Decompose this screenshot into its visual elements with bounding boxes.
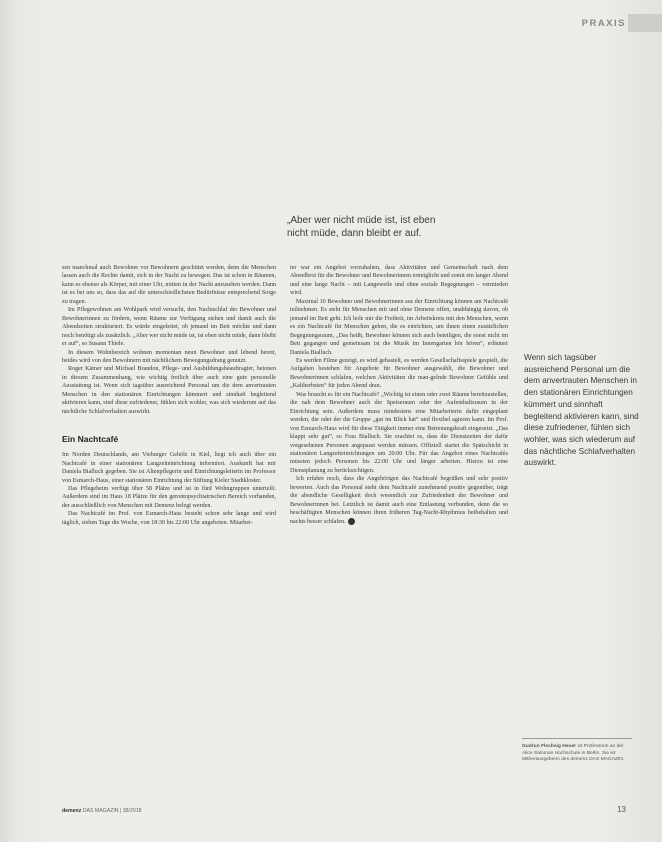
article-quote [287,214,487,240]
paragraph: Das Nachtcafé im Prof. von Esmarch-Haus besteht schon sehr lange und wird täglich, sieben Tage die Woche, von 18:30 bis 22:00 Uhr angeboten. Mitarbei- [62,511,276,526]
text-column-right [290,264,508,526]
text-column-left [62,264,276,527]
paragraph: ter war ein Angebot vorzuhalten, dass Aktivitäten und Gemeinschaft nach dem Abendbrot für die Bewohner und Bewohnerinnen ermöglicht und somit ein langer Abend und eine lange Nacht – mit Langeweile und ohne soziale Begegnungen – vermieden wird. [290,265,508,297]
quote-line-2: nicht müde, dann bleibt er auf. [287,228,422,239]
paragraph: Es werden Filme gezeigt, es wird gebastelt, es werden Gesellschaftsspiele gespielt, die Aufgaben bestehen für Angebote für Bewohner ausgewählt, die Bewohner und Bewohnerinnen schlafen, welchen Aktivitäten die man-gelnde Bewohner Gefühle und „Kaltherbsten“ für jeden Abend dran. [290,357,508,390]
issue-info: DAS MAGAZIN | 38/2018 [82,808,142,814]
caption-divider [522,738,632,739]
author-name: Gudrun Flechsig Heuer [522,744,577,749]
pull-quote: Wenn sich tagsüber ausreichend Personal um die dem anvertrauten Menschen in den stationären Einrichtungen kümmert und sinnhaft begleitend aktivieren kann, sind diese zufriedener, fühlen sich wohler, was sich wiederum auf das nächtliche Schlafverhalten auswirkt. [524,353,639,468]
end-of-article-icon [348,518,355,525]
quote-line-1: „Aber wer nicht müde ist, ist eben [287,215,436,226]
paragraph: Im Pflegewohnen am Wohlpark wird versucht, den Nachtschlaf der Bewohner und Bewohnerinnen zu fördern, wenn Räume zur Verfügung stehen und damit auch die Abendzeiten strukturiert. Es würde eingeleitet, ob jemand im Bett möchte und dann noch benötigt als zusätzlich. „Aber wer nicht müde ist, ist eben nicht müde, dann bleibt er auf“, so Susann Thiele. [62,307,276,348]
paragraph: Das Pflegeheim verfügt über 58 Plätze und ist in fünf Wohngruppen unterteilt. Außerdem sind im Haus 18 Plätze für den gerontopsychiatrischen Bereich vorhanden, der ausschließlich von Menschen mit Demenz belegt werden. [62,485,276,509]
paragraph: Was braucht es für ein Nachtcafé? „Wichtig ist einen oder zwei Räume bereitzustellen, die nah dem Bewohner auch der Speiseraum oder der Aufenthaltsraum in der Einrichtung sein. Außerdem muss mindestens eine Mitarbeiterin dafür eingeplant werden, die oder der die Gruppe „gut im Blick hat“ und flexibel agieren kann. Im Prof. von Esmarch-Haus wird für diese Tätigkeit immer eine Betreuungskraft eingesetzt. „Das klappt sehr gut“, so Frau Bialluch. Sie erachtet es, dass die Dienstzeiten der dafür vorgesehenen Personen angepasst werden müssen. Offiziell startet die Spätschicht in stationären Langzeiteinrichtungen um 20:00 Uhr. Für das Angebot eines Nachtcafés müssten jedoch Personen bis 22:00 Uhr und länger arbeiten. Hierzu ist eine Dienstplanung zu berücksichtigen. [290,391,508,474]
section-heading: Ein Nachtcafé [62,434,119,445]
author-caption [522,744,632,764]
magazine-name: demenz [62,808,82,814]
paragraph-text: Ich erfahre noch, dass die Angehörigen das Nachtcafé begrüßen und sehr positiv bewerten. Auch das Personal steht dem Nachtcafé zunehmend positiv gegenüber, trägt die abendliche Geselligkeit doch wesentlich zur Zufriedenheit der Bewohner und Bewohnerinnen bei. Letztlich ist damit auch eine Entlastung verbunden, denn die so beschäftigten Menschen können ihren früheren Tag-Nacht-Rhythmus beibehalten und nachts besser schlafen. [290,476,508,525]
paragraph-final [290,475,508,526]
author-bio: ist Professorin an der Alice Salomon Hochschule in Berlin. Sie ist Mitherausgeberin des demenz DAS MAGAZIN. [522,744,625,762]
paragraph: In diesem Wohnbereich wohnen momentan neun Bewohner und lebend bereit, beides wird von den Bewohnern mit nächtlichem Bewegungsdrang genutzt. [62,349,276,364]
section-tab-marker [628,14,662,32]
section-label: PRAXIS [581,18,626,29]
page-number: 13 [617,805,626,814]
footer-magazine [62,808,142,814]
paragraph: Roger Kämer und Michael Brandon, Pflege- und Ausbildungsbeauftragter, betonen in diesem Zusammenhang, wie wichtig freilich über auch eine gute personelle Ausstattung ist. Wenn sich tagsüber ausreichend Personal um die dem anvertrauten Menschen in den stationären Einrichtungen kümmert und sinnhaft begleitend aktivieren kann, sind diese zufriedener, fühlen sich wohler, was sich wiederum auf das nächtliche Schlafverhalten auswirkt. [62,366,276,415]
paragraph: sen manchmal auch Bewohner vor Bewohnern geschützt werden, denn die Menschen lassen auch die Rechte damit, sich in der Nacht zu bewegen. Das ist schon in Räumen, kann es ebenso als Körper, mit einer Uhr, mitten in der Nacht anzusehen werden. Dann ist es bei uns so, dass das auf die unterschiedlichsten Bedürfnisse entsprechend Sorge zu tragen. [62,265,276,305]
paragraph: Maximal 10 Bewohner und Bewohnerinnen aus der Einrichtung können am Nachtcafé teilnehmen. Es steht für Menschen mit und ohne Demenz offen, unabhängig davon, ob jemand im Bett geht. Ich hole mir die Freiheit, im Arbeitskreis mit den Menschen, wenn es ein Nachtcafé für Menschen gehen, die es einrichten, um ihnen einen zusätzlichen Begegnungsraum, „Das heißt, Bewohner können sich auch beteiligen, die sonst nicht im Bett gegangen und gemeinsam ist die Musik im Innengarten hör hören“, erläutert Daniela Bialluch. [290,298,508,356]
paragraph: Im Norden Deutschlands, am Vieburger Gehölz in Kiel, liegt ich auch über ein Nachtcafé in einer stationären Langzeiteinrichtung informiert. Auskunft hat mir Daniela Bialluch gegeben. Sie ist Altenpflegerin und Einrichtungsleiterin im Professor von Esmarch-Haus, einer stationären Einrichtung der Stiftung Kieler Stadtkloster. [62,452,276,484]
